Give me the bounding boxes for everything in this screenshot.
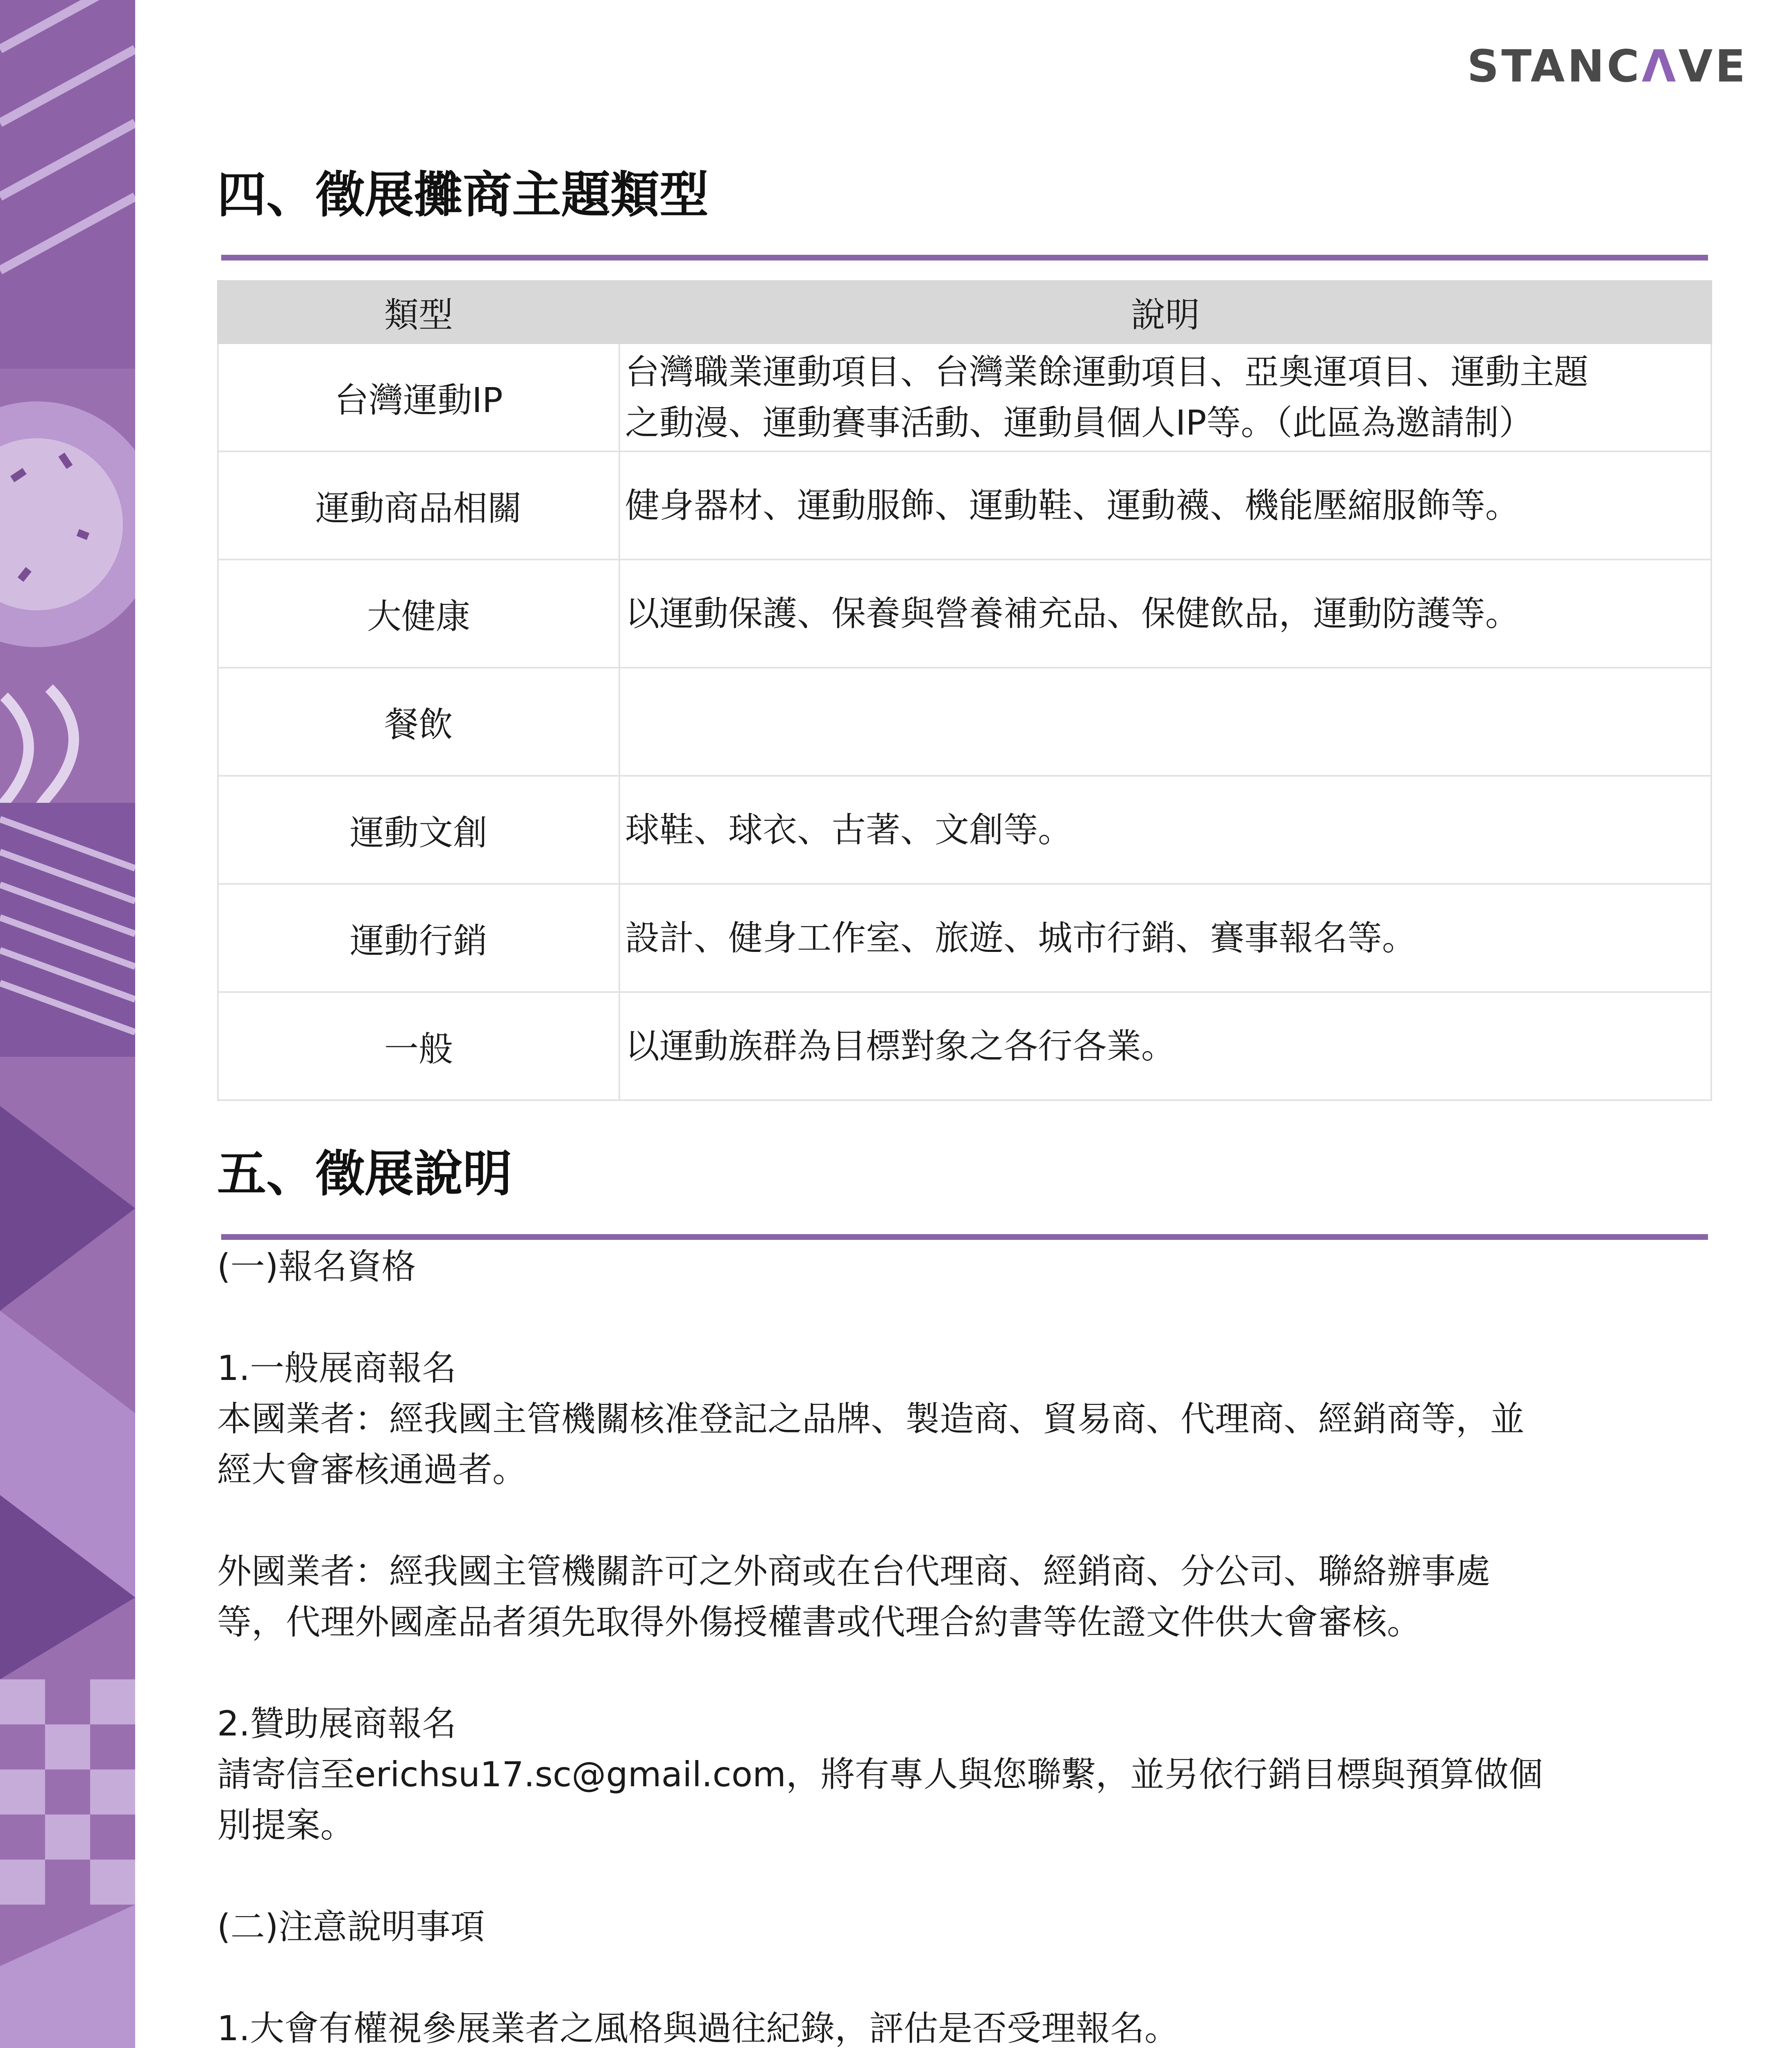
qualification-title: (一)報名資格 <box>217 1246 416 1287</box>
row-description: 以運動保護、保養與營養補充品、保健飲品，運動防護等。 <box>619 560 1711 668</box>
row-description: 設計、健身工作室、旅遊、城市行銷、賽事報名等。 <box>619 884 1711 992</box>
section5-divider <box>221 1234 1708 1240</box>
row-type: 餐飲 <box>218 668 619 776</box>
decorative-side-band <box>0 0 135 2048</box>
row-type: 運動商品相關 <box>218 451 619 560</box>
header-description: 說明 <box>619 281 1711 343</box>
row-description: 球鞋、球衣、古著、文創等。 <box>619 776 1711 884</box>
exhibitor-type-table <box>217 280 1712 1101</box>
table-row <box>218 451 1711 560</box>
row-type: 一般 <box>218 992 619 1100</box>
row-description: 健身器材、運動服飾、運動鞋、運動襪、機能壓縮服飾等。 <box>619 451 1711 560</box>
table-row <box>218 343 1711 451</box>
section5-heading: 五、徵展說明 <box>217 1146 512 1203</box>
note-item: 1.大會有權視參展業者之風格與過往紀錄，評估是否受理報名。 <box>217 2008 1179 2048</box>
row-description: 台灣職業運動項目、台灣業餘運動項目、亞奧運項目、運動主題 之動漫、運動賽事活動、運動員個人IP等。（此區為邀請制） <box>619 343 1711 451</box>
foreign-requirement: 外國業者：經我國主管機關許可之外商或在台代理商、經銷商、分公司、聯絡辦事處 等，代理外國產品者須先取得外傷授權書或代理合約書等佐證文件供大會審核。 <box>217 1551 1491 1642</box>
logo-prefix: STANC <box>1467 41 1642 92</box>
section4-divider <box>221 255 1708 261</box>
row-type: 運動文創 <box>218 776 619 884</box>
section5-body <box>217 1241 1724 2048</box>
row-type: 大健康 <box>218 560 619 668</box>
sponsor-text: 請寄信至erichsu17.sc@gmail.com，將有專人與您聯繫，並另依行銷目標與預算做個 別提案。 <box>217 1754 1543 1845</box>
domestic-requirement: 本國業者：經我國主管機關核准登記之品牌、製造商、貿易商、代理商、經銷商等，並 經大會審核通過者。 <box>217 1399 1525 1490</box>
table-header-row <box>218 281 1711 343</box>
table-row <box>218 668 1711 776</box>
notes-title: (二)注意說明事項 <box>217 1907 485 1947</box>
row-description <box>619 668 1711 776</box>
side-band-pattern <box>0 0 135 2048</box>
logo-suffix: VE <box>1678 41 1748 92</box>
section4-heading: 四、徵展攤商主題類型 <box>217 167 709 224</box>
table-row <box>218 560 1711 668</box>
table-row <box>218 992 1711 1100</box>
logo-accent: Λ <box>1642 41 1679 92</box>
general-exhibitor-title: 1.一般展商報名 <box>217 1348 457 1388</box>
row-type: 運動行銷 <box>218 884 619 992</box>
sponsor-title: 2.贊助展商報名 <box>217 1704 457 1744</box>
stancave-logo <box>1467 41 1748 92</box>
header-type: 類型 <box>218 281 619 343</box>
table-row <box>218 776 1711 884</box>
table-row <box>218 884 1711 992</box>
row-description: 以運動族群為目標對象之各行各業。 <box>619 992 1711 1100</box>
row-type: 台灣運動IP <box>218 343 619 451</box>
